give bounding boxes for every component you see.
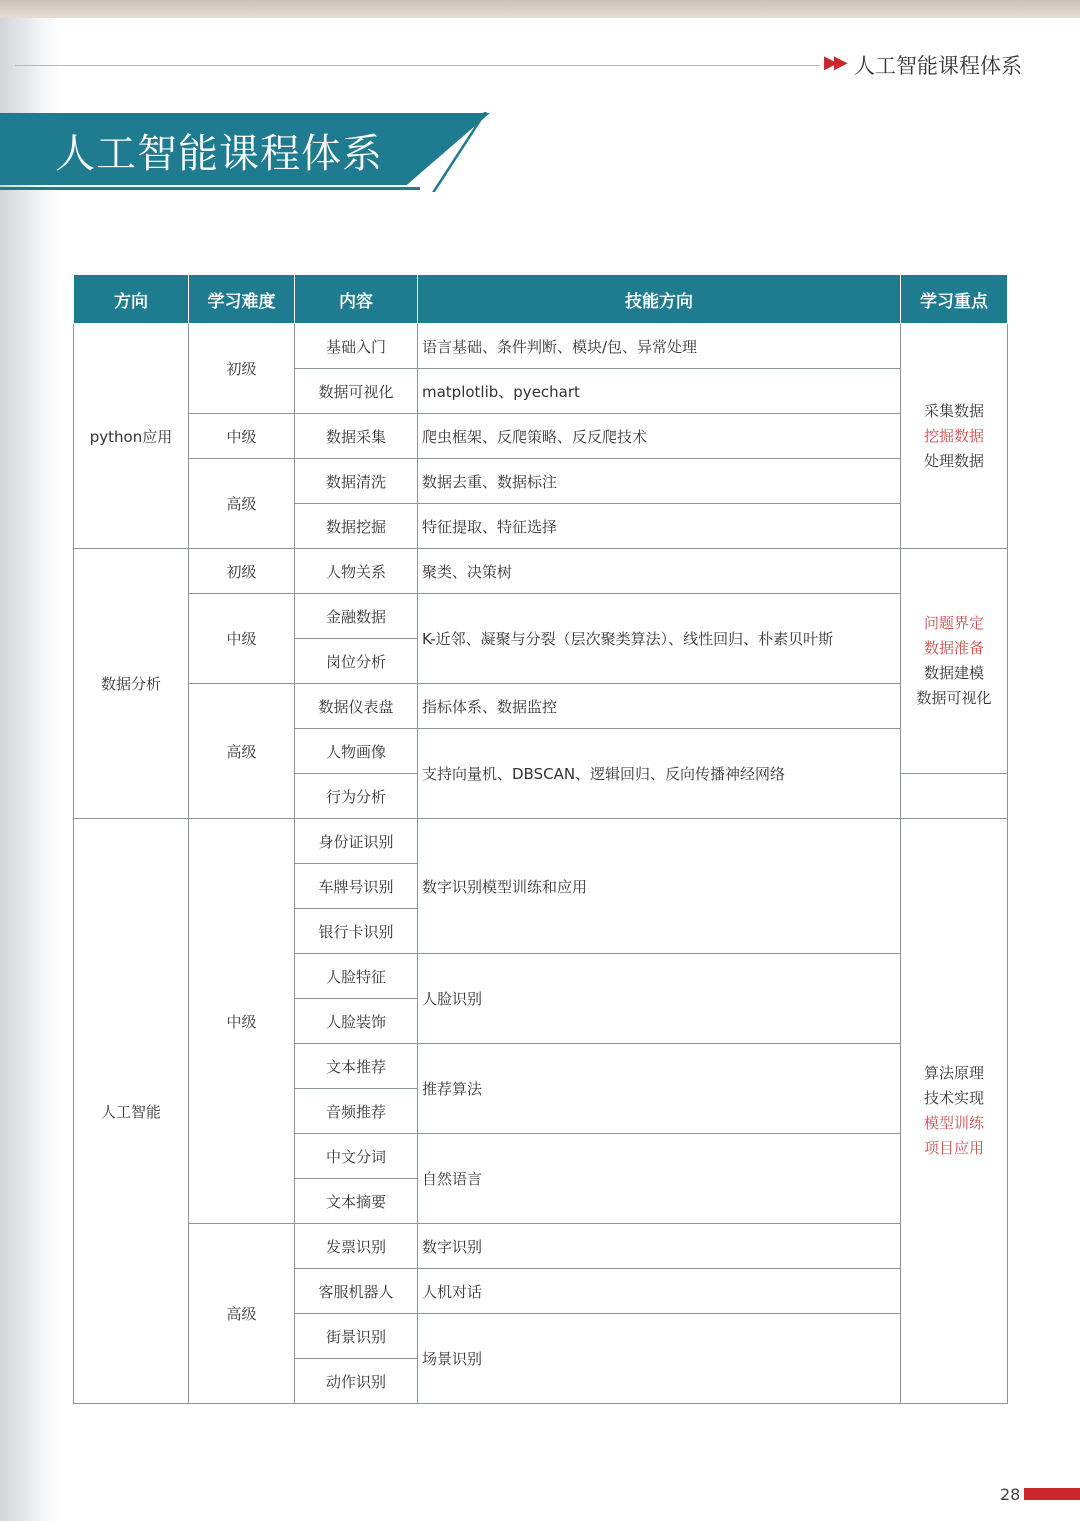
top-strip [0,0,1080,18]
double-arrow-icon: ▶▶ [824,52,844,73]
content-cell: 动作识别 [295,1359,418,1404]
skill-cell: 特征提取、特征选择 [418,504,901,549]
content-cell: 发票识别 [295,1224,418,1269]
direction-cell: 人工智能 [74,819,189,1404]
focus-item: 挖掘数据 [923,426,984,445]
level-cell: 初级 [189,324,295,414]
content-cell: 人脸特征 [295,954,418,999]
content-cell: 人物画像 [295,729,418,774]
content-cell: 行为分析 [295,774,418,819]
level-cell: 初级 [189,549,295,594]
col-header-content: 内容 [295,275,418,324]
content-cell: 身份证识别 [295,819,418,864]
table-row [74,1224,1008,1269]
focus-item: 处理数据 [923,451,984,470]
level-cell: 中级 [189,414,295,459]
content-cell: 数据清洗 [295,459,418,504]
table-row [74,414,1008,459]
focus-item: 数据建模 [923,664,984,682]
header-rule [15,65,820,66]
focus-item: 问题界定 [923,614,984,632]
level-cell: 中级 [189,594,295,684]
skill-cell: 聚类、决策树 [418,549,901,594]
focus-item: 采集数据 [923,401,984,420]
focus-cell [901,549,1008,774]
content-cell: 数据采集 [295,414,418,459]
table-row [74,324,1008,369]
focus-cell [901,819,1008,1404]
skill-cell: 人脸识别 [418,954,901,1044]
content-cell: 客服机器人 [295,1269,418,1314]
level-cell: 高级 [189,459,295,549]
table-row [74,549,1008,594]
skill-cell: matplotlib、pyechart [418,369,901,414]
skill-cell: K-近邻、凝聚与分裂（层次聚类算法）、线性回归、朴素贝叶斯 [418,594,901,684]
focus-item: 数据可视化 [916,689,992,707]
skill-cell: 人机对话 [418,1269,901,1314]
page-number: 28 [1000,1485,1021,1504]
direction-cell: python应用 [74,324,189,549]
skill-cell: 数据去重、数据标注 [418,459,901,504]
skill-cell: 自然语言 [418,1134,901,1224]
table-header-row [74,275,1008,324]
skill-cell: 数字识别模型训练和应用 [418,819,901,954]
skill-cell: 数字识别 [418,1224,901,1269]
course-table [73,274,1008,1404]
skill-cell: 场景识别 [418,1314,901,1404]
content-cell: 银行卡识别 [295,909,418,954]
skill-cell: 爬虫框架、反爬策略、反反爬技术 [418,414,901,459]
col-header-direction: 方向 [74,275,189,324]
content-cell: 岗位分析 [295,639,418,684]
table-row [74,684,1008,729]
skill-cell: 推荐算法 [418,1044,901,1134]
content-cell: 文本推荐 [295,1044,418,1089]
focus-cell [901,324,1008,549]
page-title: 人工智能课程体系 [55,131,383,177]
content-cell: 人脸装饰 [295,999,418,1044]
content-cell: 街景识别 [295,1314,418,1359]
content-cell: 中文分词 [295,1134,418,1179]
content-cell: 数据挖掘 [295,504,418,549]
focus-item: 模型训练 [923,1114,984,1132]
content-cell: 音频推荐 [295,1089,418,1134]
table-row [74,819,1008,864]
content-cell: 车牌号识别 [295,864,418,909]
banner-underline [0,187,420,190]
header-section-title: 人工智能课程体系 [854,54,1022,78]
skill-cell: 指标体系、数据监控 [418,684,901,729]
direction-cell: 数据分析 [74,549,189,819]
col-header-skill: 技能方向 [418,275,901,324]
content-cell: 金融数据 [295,594,418,639]
focus-empty-cell [901,774,1008,819]
level-cell: 高级 [189,1224,295,1404]
focus-item: 算法原理 [923,1064,984,1082]
table-row [74,459,1008,504]
page-number-accent [1024,1488,1080,1500]
col-header-focus: 学习重点 [901,275,1008,324]
table-row [74,594,1008,639]
content-cell: 数据可视化 [295,369,418,414]
content-cell: 人物关系 [295,549,418,594]
focus-item: 技术实现 [923,1089,984,1107]
level-cell: 中级 [189,819,295,1224]
focus-item: 项目应用 [923,1139,984,1157]
col-header-difficulty: 学习难度 [189,275,295,324]
focus-item: 数据准备 [923,639,984,657]
skill-cell: 支持向量机、DBSCAN、逻辑回归、反向传播神经网络 [418,729,901,819]
level-cell: 高级 [189,684,295,819]
page-edge-shadow [0,18,60,1521]
skill-cell: 语言基础、条件判断、模块/包、异常处理 [418,324,901,369]
content-cell: 文本摘要 [295,1179,418,1224]
content-cell: 基础入门 [295,324,418,369]
content-cell: 数据仪表盘 [295,684,418,729]
